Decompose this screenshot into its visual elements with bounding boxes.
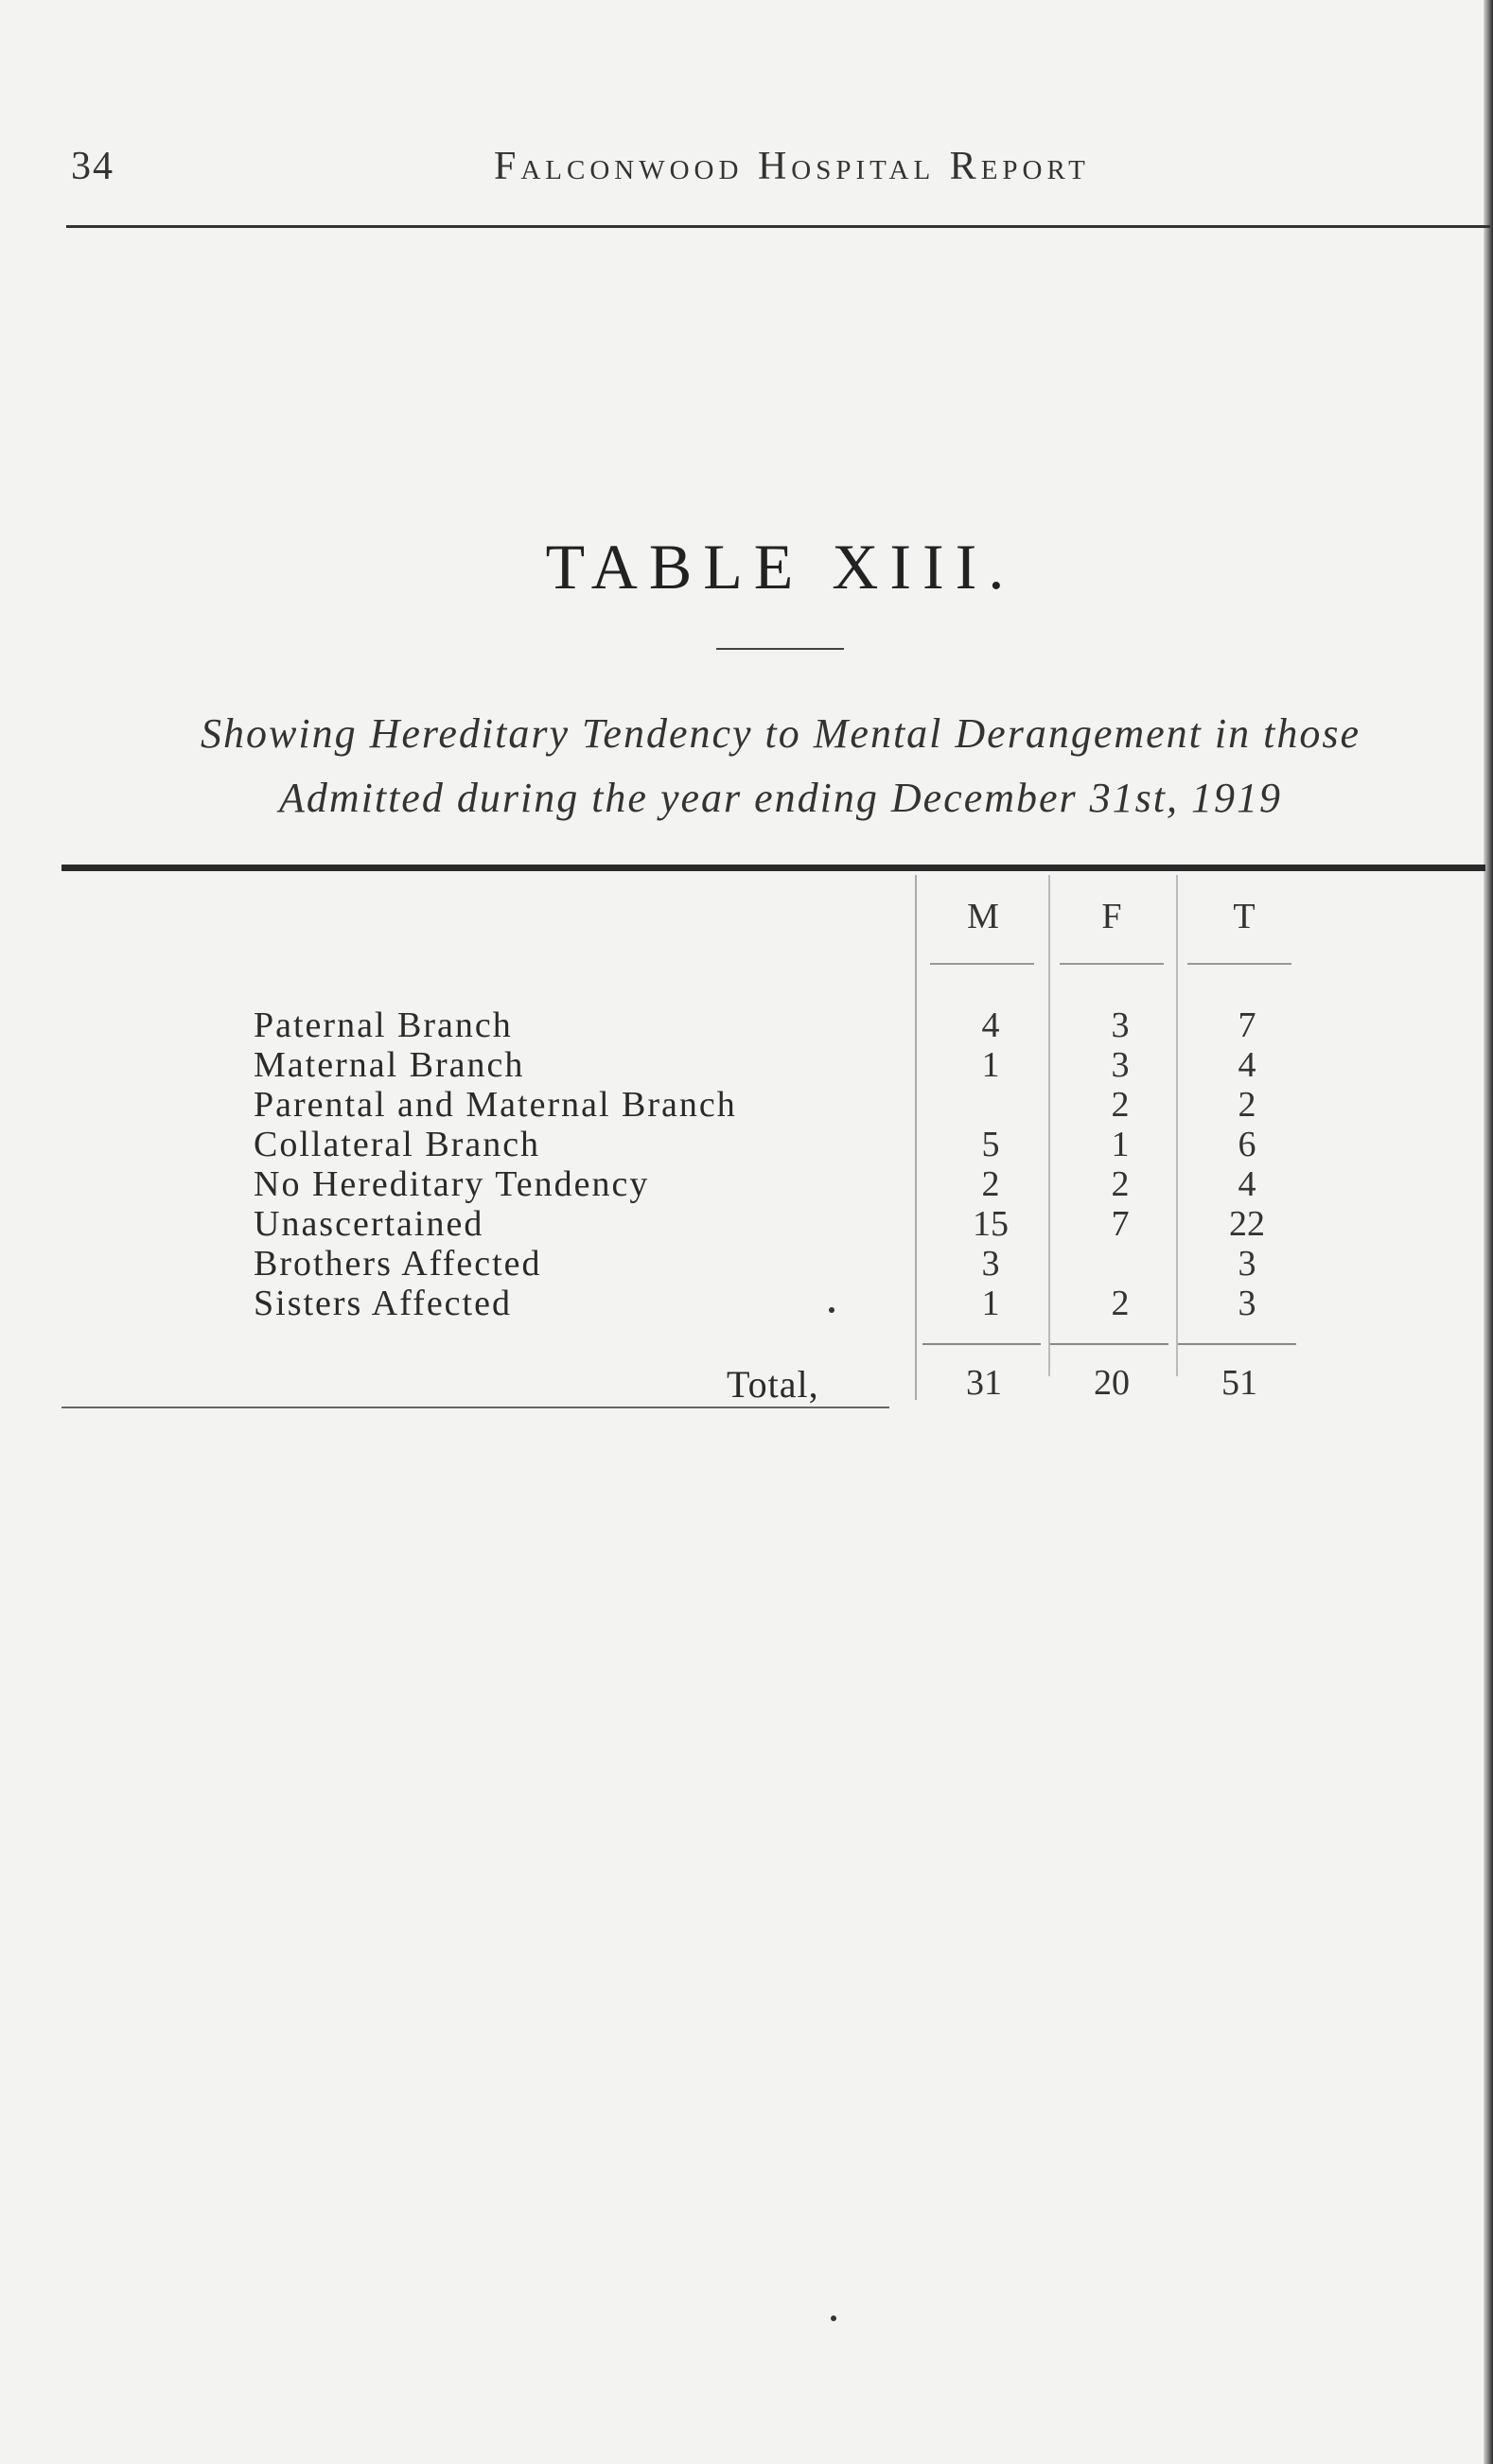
ink-speck [829,1307,834,1313]
cell-f: 2 [1111,1164,1130,1204]
header-rule [66,225,1490,228]
column-header-f: F [1101,897,1122,936]
column-divider [1048,875,1050,1376]
total-m: 31 [966,1363,1002,1403]
cell-t: 2 [1238,1085,1256,1125]
running-title: Falconwood Hospital Report [494,145,1090,188]
total-rule [922,1343,1041,1345]
total-f: 20 [1094,1363,1130,1403]
row-label: Parental and Maternal Branch [254,1085,737,1125]
cell-f: 2 [1111,1085,1130,1125]
column-divider [1176,875,1178,1376]
cell-f: 3 [1111,1045,1130,1085]
cell-m: 2 [981,1164,1000,1204]
row-label: Sisters Affected [254,1284,512,1323]
title-rule [716,648,844,650]
ink-speck [831,2315,836,2321]
row-label: Collateral Branch [254,1125,541,1164]
cell-t: 7 [1238,1005,1256,1045]
column-divider [915,875,917,1400]
cell-t: 3 [1238,1244,1256,1284]
caption-line-1: Showing Hereditary Tendency to Mental Derangement in those [201,710,1361,757]
page-edge-shadow [1484,0,1493,2464]
caption-line-2: Admitted during the year ending December 31st, 1919 [278,775,1283,821]
cell-m: 15 [973,1204,1009,1244]
row-label: No Hereditary Tendency [254,1164,650,1204]
column-header-underline [1060,963,1164,965]
page-number: 34 [71,145,114,188]
row-label: Paternal Branch [254,1005,513,1045]
column-header-t: T [1233,897,1256,936]
column-header-m: M [967,897,999,936]
table-title: TABLE XIII. [545,531,1016,603]
row-label: Brothers Affected [254,1244,542,1284]
total-rule [1178,1343,1296,1345]
row-label: Unascertained [254,1204,484,1244]
cell-m: 1 [981,1284,1000,1323]
cell-m: 1 [981,1045,1000,1085]
total-label: Total, [727,1363,819,1406]
cell-f: 3 [1111,1005,1130,1045]
cell-m: 5 [981,1125,1000,1164]
total-t: 51 [1221,1363,1257,1403]
total-rule [1050,1343,1168,1345]
cell-t: 3 [1238,1284,1256,1323]
page-header [66,142,1476,199]
cell-m: 3 [981,1244,1000,1284]
cell-f: 7 [1111,1204,1130,1244]
table-top-rule [61,865,1485,871]
cell-t: 4 [1238,1045,1256,1085]
table-bottom-rule [61,1407,889,1408]
column-header-underline [1187,963,1291,965]
row-label: Maternal Branch [254,1045,525,1085]
cell-t: 22 [1229,1204,1265,1244]
cell-f: 2 [1111,1284,1130,1323]
cell-f: 1 [1111,1125,1130,1164]
cell-m: 4 [981,1005,1000,1045]
cell-t: 6 [1238,1125,1256,1164]
cell-t: 4 [1238,1164,1256,1204]
column-header-underline [930,963,1034,965]
